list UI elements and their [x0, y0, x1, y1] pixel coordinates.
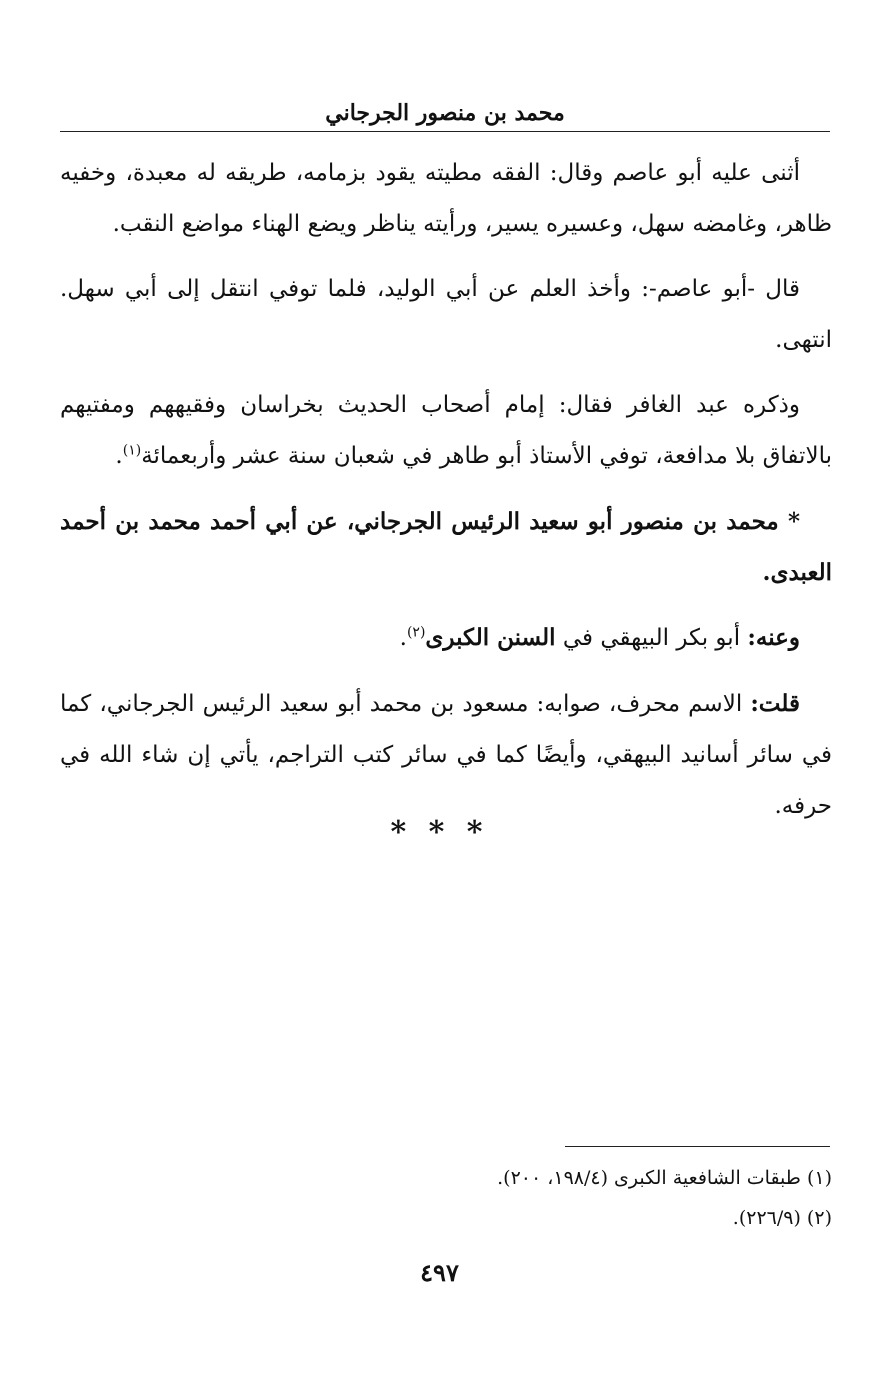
footnote-1: (١) طبقات الشافعية الكبرى (١٩٨/٤، ٢٠٠). [497, 1167, 832, 1189]
header-rule [60, 131, 830, 132]
paragraph-comment [60, 678, 832, 832]
narrators-text: أبو بكر البيهقي في [555, 625, 748, 651]
narrators-label: وعنه: [747, 624, 800, 651]
footnote-rule [565, 1146, 830, 1147]
narrators-end: . [399, 625, 407, 651]
paragraph-abd-al-ghafir-text: وذكره عبد الغافر فقال: إمام أصحاب الحديث بخراسان وفقيههم ومفتيهم بالاتفاق بلا مدافعة، توفي الأستاذ أبو طاهر في شعبان سنة عشر وأربعمائة [60, 392, 832, 469]
footnote-2: (٢) (٢٢٦/٩). [732, 1207, 832, 1229]
footnotes [60, 1158, 832, 1238]
paragraph-praise: أثنى عليه أبو عاصم وقال: الفقه مطيته يقود بزمامه، طريقه له معبدة، وخفيه ظاهر، وغامضه سهل، وعسيره يسير، ورأيته يناظر ويضع الهناء مواضع النقب. [60, 160, 832, 237]
section-separator: * * * [390, 815, 489, 850]
paragraph-abu-asim: قال -أبو عاصم-: وأخذ العلم عن أبي الوليد، فلما توفي انتقل إلى أبي سهل. انتهى. [60, 276, 832, 353]
main-text [60, 148, 832, 846]
comment-text: الاسم محرف، صوابه: مسعود بن محمد أبو سعيد الرئيس الجرجاني، كما في سائر أسانيد البيهقي، وأيضًا كما في سائر كتب التراجم، يأتي إن شاء الله في حرفه. [60, 691, 832, 819]
running-head: محمد بن منصور الجرجاني [325, 100, 565, 126]
entry-heading: * محمد بن منصور أبو سعيد الرئيس الجرجاني، عن أبي أحمد محمد بن أحمد العبدى. [60, 508, 832, 586]
footnote-ref-1: (١) [122, 442, 142, 459]
footnote-ref-2: (٢) [406, 624, 426, 641]
paragraph-narrators [60, 612, 832, 664]
page-number: ٤٩٧ [420, 1258, 459, 1287]
comment-label: قلت: [750, 690, 800, 717]
paragraph-abd-al-ghafir [60, 380, 832, 482]
book-title: السنن الكبرى [425, 624, 556, 651]
paragraph-abd-al-ghafir-end: . [115, 443, 123, 469]
